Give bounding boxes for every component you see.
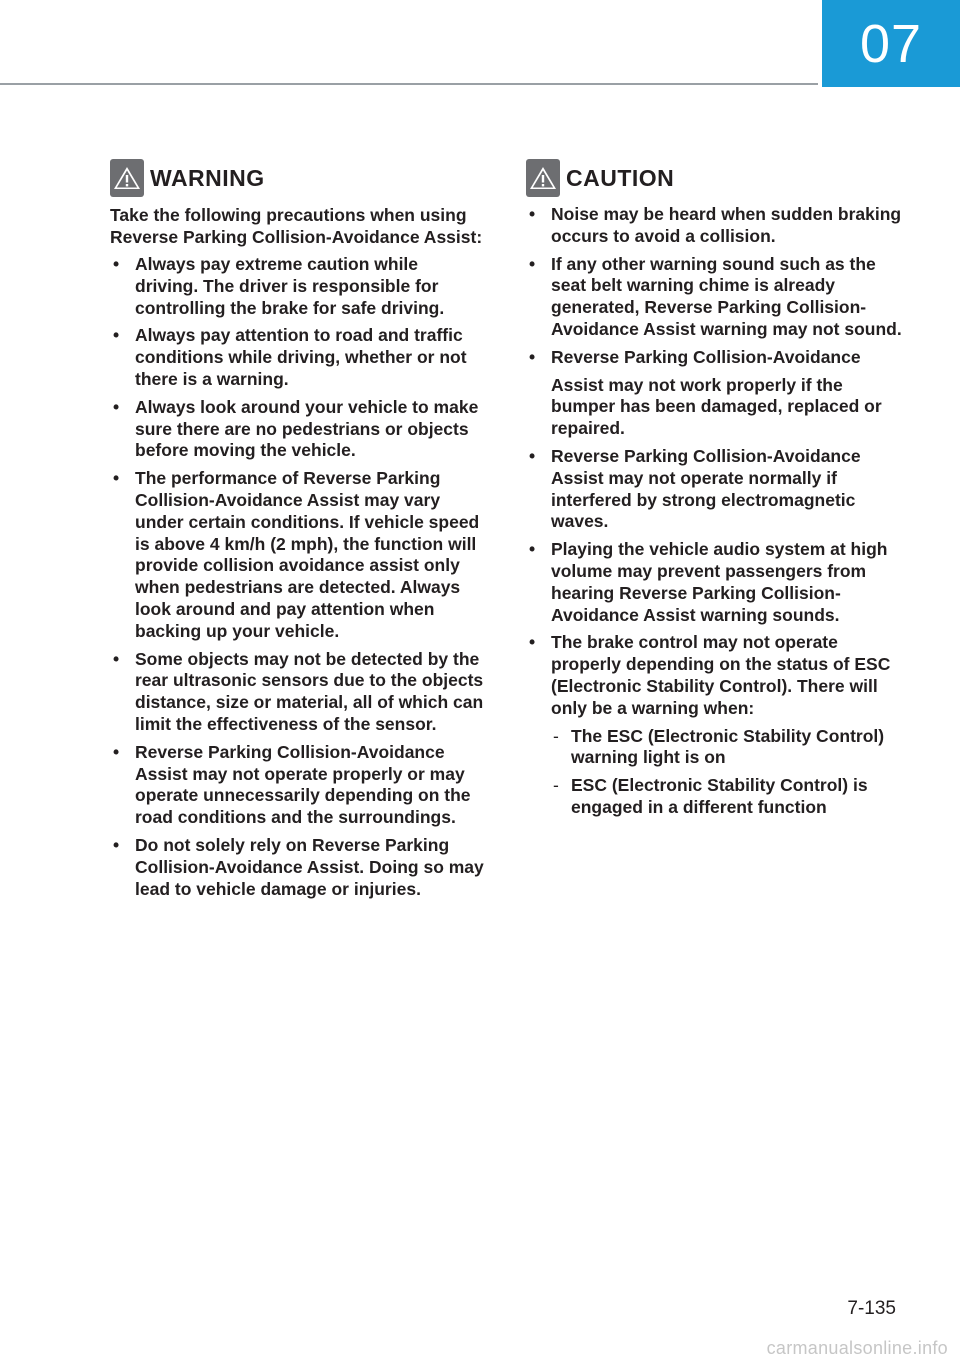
caution-item-text: The brake control may not operate properly depending on the status of ESC (Electronic Stability Control). There will only be a warning when: [551, 632, 891, 718]
warning-header [110, 158, 486, 198]
watermark: carmanualsonline.info [766, 1338, 948, 1358]
caution-item: • Reverse Parking Collision-Avoidance Assist may not operate normally if interfered by strong electromagnetic waves. [526, 446, 908, 533]
caution-list-continued [526, 446, 908, 819]
caution-item: • Noise may be heard when sudden braking occurs to avoid a collision. [526, 204, 908, 248]
chapter-tab [822, 0, 960, 87]
caution-triangle-icon [526, 159, 560, 197]
caution-item: • If any other warning sound such as the seat belt warning chime is already generated, Reverse Parking Collision-Avoidance Assist warning may not sound. [526, 254, 908, 341]
header-rule [0, 83, 818, 85]
caution-list [526, 204, 908, 369]
caution-subitem: - The ESC (Electronic Stability Control) warning light is on [551, 726, 908, 770]
warning-item: • Do not solely rely on Reverse Parking Collision-Avoidance Assist. Doing so may lead to vehicle damage or injuries. [110, 835, 486, 900]
warning-list [110, 254, 486, 900]
warning-label: WARNING [150, 164, 265, 191]
caution-section [526, 158, 908, 825]
warning-item: • Reverse Parking Collision-Avoidance Assist may not operate properly or may operate unnecessarily depending on the road conditions and the surroundings. [110, 742, 486, 829]
caution-item [526, 632, 908, 818]
caution-header [526, 158, 908, 198]
warning-section [110, 158, 486, 906]
warning-item: • Always pay extreme caution while driving. The driver is responsible for controlling the brake for safe driving. [110, 254, 486, 319]
caution-item: • Playing the vehicle audio system at high volume may prevent passengers from hearing Reverse Parking Collision-Avoidance Assist warning sounds. [526, 539, 908, 626]
warning-intro: Take the following precautions when using Reverse Parking Collision-Avoidance Assist: [110, 205, 483, 247]
caution-sublist [551, 726, 908, 819]
chapter-number: 07 [859, 13, 923, 74]
caution-label: CAUTION [566, 164, 675, 191]
warning-item: • The performance of Reverse Parking Collision-Avoidance Assist may vary under certain conditions. If vehicle speed is above 4 km/h (2 mph), the function will provide collision avoidance assist only when pedestrians are detected. Always look around and pay attention when backing up your vehicle. [110, 468, 486, 642]
caution-item: • Reverse Parking Collision-Avoidance [526, 347, 908, 369]
warning-item: • Some objects may not be detected by the rear ultrasonic sensors due to the objects distance, size or material, all of which can limit the effectiveness of the sensor. [110, 649, 486, 736]
caution-item-continued: Assist may not work properly if the bumper has been damaged, replaced or repaired. [551, 374, 882, 439]
warning-item: • Always pay attention to road and traffic conditions while driving, whether or not there is a warning. [110, 325, 486, 390]
warning-item: • Always look around your vehicle to make sure there are no pedestrians or objects before moving the vehicle. [110, 397, 486, 462]
warning-triangle-icon [110, 159, 144, 197]
page-number: 7-135 [847, 1298, 896, 1319]
caution-subitem: - ESC (Electronic Stability Control) is engaged in a different function [551, 775, 908, 819]
